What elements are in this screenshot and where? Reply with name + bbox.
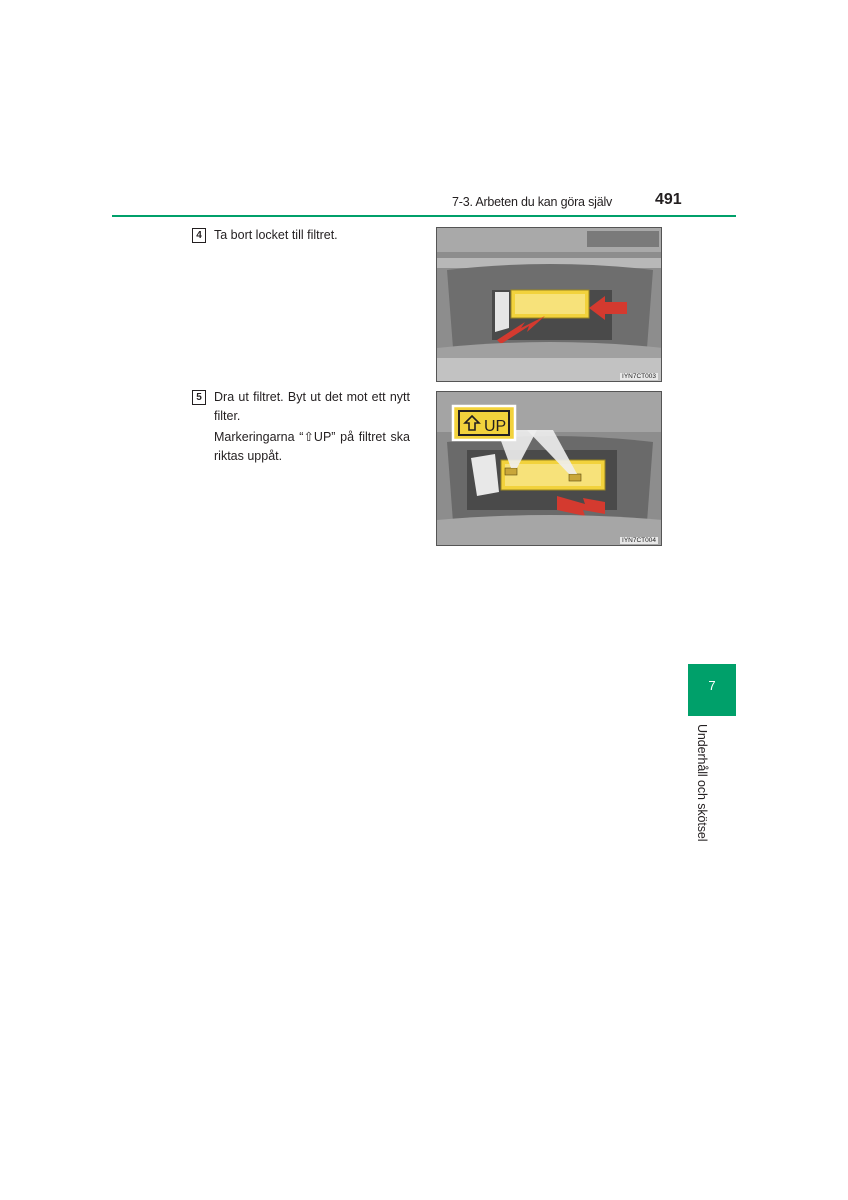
step-text: Ta bort locket till filtret.: [214, 228, 338, 242]
page-number: 491: [655, 191, 682, 208]
step-number-badge: 4: [192, 228, 206, 243]
step-5: [192, 388, 410, 466]
header-rule: [112, 215, 736, 217]
illustration-remove-cover: [437, 228, 662, 382]
step-4: [192, 226, 410, 245]
figure-pull-filter: [436, 391, 662, 546]
step-number-badge: 5: [192, 390, 206, 405]
chapter-title: Underhåll och skötsel: [695, 724, 709, 842]
figure-code: IYN7CT003: [622, 373, 656, 380]
figure-code: IYN7CT004: [622, 537, 656, 544]
callout-label: UP: [484, 418, 507, 435]
step-note: Markeringarna “⇧UP” på filtret ska riktas uppåt.: [214, 430, 410, 463]
header-section-title: 7-3. Arbeten du kan göra själv: [452, 195, 613, 209]
step-text: Dra ut filtret. Byt ut det mot ett nytt filter.: [214, 390, 410, 423]
illustration-pull-filter: [437, 392, 662, 546]
figure-remove-cover: [436, 227, 662, 382]
chapter-tab: 7: [688, 664, 736, 716]
